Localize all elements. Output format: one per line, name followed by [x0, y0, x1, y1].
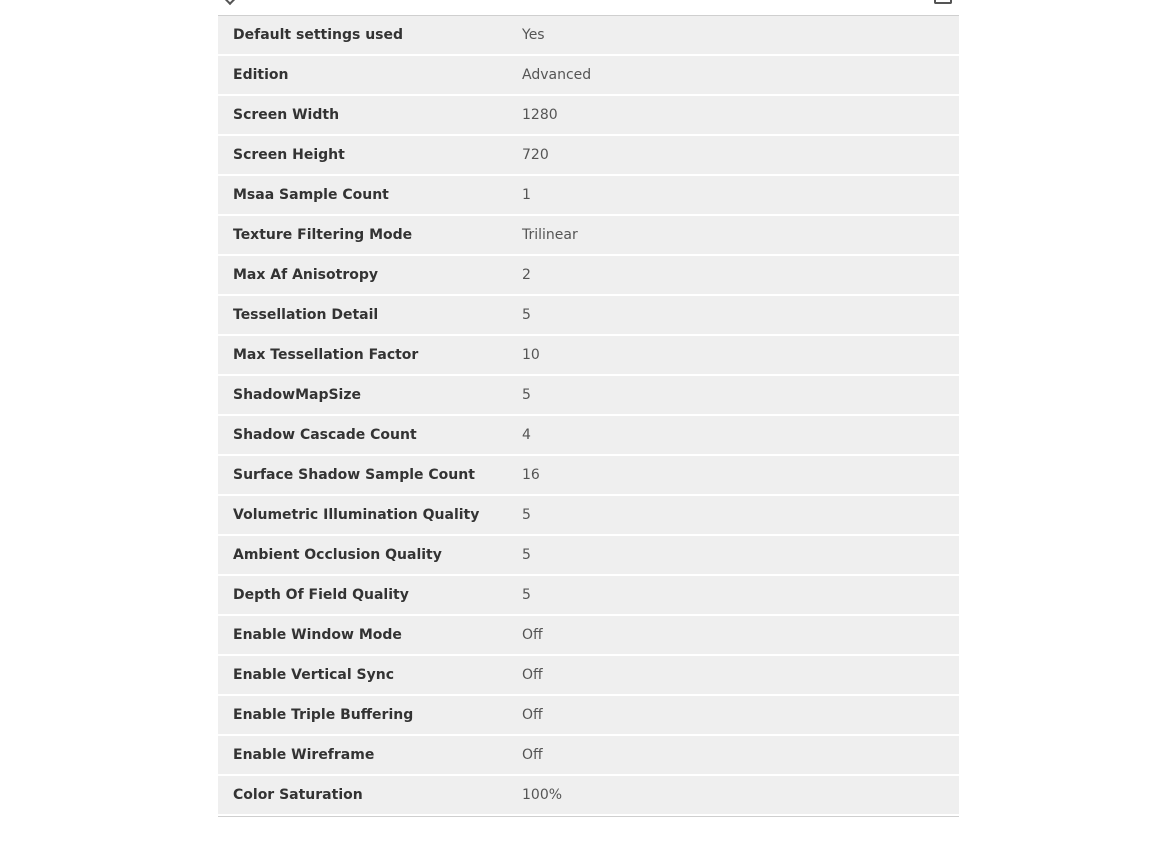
setting-value: 720	[522, 136, 959, 176]
setting-name: Color Saturation	[218, 776, 522, 816]
table-row	[218, 16, 959, 56]
table-row	[218, 376, 959, 416]
setting-name: Max Af Anisotropy	[218, 256, 522, 296]
setting-name: Enable Triple Buffering	[218, 696, 522, 736]
setting-value: 4	[522, 416, 959, 456]
table-bottom-border	[218, 816, 959, 817]
setting-name: Depth Of Field Quality	[218, 576, 522, 616]
settings-panel	[218, 0, 959, 817]
setting-name: Max Tessellation Factor	[218, 336, 522, 376]
setting-name: Msaa Sample Count	[218, 176, 522, 216]
setting-value: Advanced	[522, 56, 959, 96]
toggle-icon[interactable]	[934, 0, 952, 4]
setting-value: Off	[522, 736, 959, 776]
table-row	[218, 96, 959, 136]
table-row	[218, 296, 959, 336]
setting-name: Tessellation Detail	[218, 296, 522, 336]
setting-value: 2	[522, 256, 959, 296]
table-row	[218, 776, 959, 816]
setting-value: 5	[522, 376, 959, 416]
table-row	[218, 536, 959, 576]
settings-table	[218, 16, 959, 816]
setting-value: 1280	[522, 96, 959, 136]
setting-value: 5	[522, 296, 959, 336]
setting-name: Enable Window Mode	[218, 616, 522, 656]
table-row	[218, 256, 959, 296]
table-row	[218, 616, 959, 656]
setting-value: 5	[522, 496, 959, 536]
setting-value: 100%	[522, 776, 959, 816]
table-row	[218, 736, 959, 776]
table-row	[218, 56, 959, 96]
setting-name: Edition	[218, 56, 522, 96]
setting-value: Off	[522, 696, 959, 736]
setting-name: Default settings used	[218, 16, 522, 56]
setting-value: Off	[522, 616, 959, 656]
setting-value: 5	[522, 576, 959, 616]
panel-header	[218, 0, 959, 16]
table-row	[218, 216, 959, 256]
table-row	[218, 176, 959, 216]
setting-name: Enable Wireframe	[218, 736, 522, 776]
setting-name: Shadow Cascade Count	[218, 416, 522, 456]
setting-name: Screen Height	[218, 136, 522, 176]
setting-name: ShadowMapSize	[218, 376, 522, 416]
table-row	[218, 576, 959, 616]
setting-value: Trilinear	[522, 216, 959, 256]
table-row	[218, 456, 959, 496]
setting-value: 5	[522, 536, 959, 576]
setting-name: Surface Shadow Sample Count	[218, 456, 522, 496]
table-row	[218, 496, 959, 536]
setting-value: 1	[522, 176, 959, 216]
setting-name: Ambient Occlusion Quality	[218, 536, 522, 576]
setting-name: Texture Filtering Mode	[218, 216, 522, 256]
chevron-icon[interactable]	[223, 0, 237, 5]
setting-name: Enable Vertical Sync	[218, 656, 522, 696]
setting-value: Yes	[522, 16, 959, 56]
table-row	[218, 416, 959, 456]
setting-value: 10	[522, 336, 959, 376]
table-row	[218, 656, 959, 696]
setting-value: Off	[522, 656, 959, 696]
table-row	[218, 336, 959, 376]
settings-table-body	[218, 16, 959, 816]
setting-name: Screen Width	[218, 96, 522, 136]
table-row	[218, 136, 959, 176]
table-row	[218, 696, 959, 736]
setting-value: 16	[522, 456, 959, 496]
setting-name: Volumetric Illumination Quality	[218, 496, 522, 536]
